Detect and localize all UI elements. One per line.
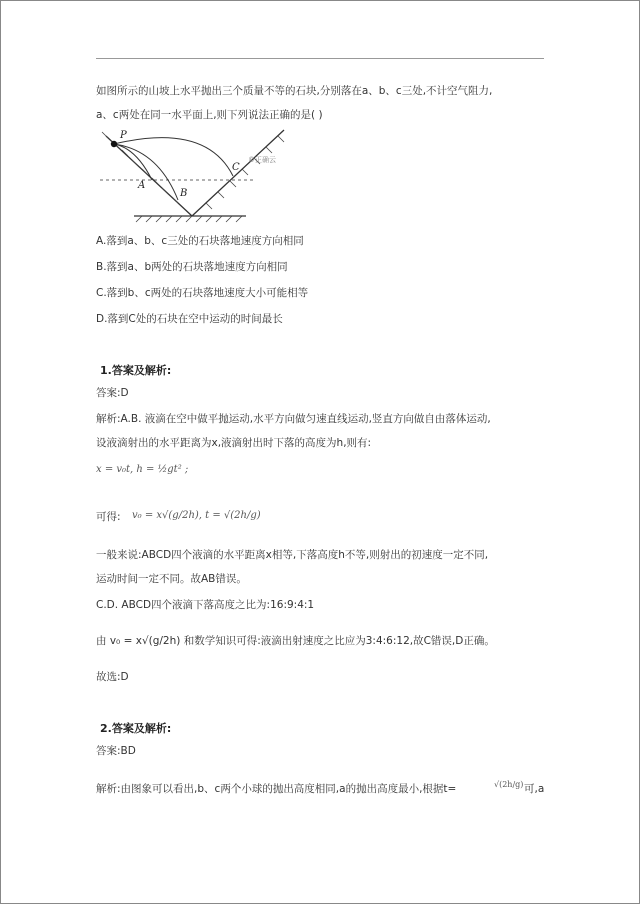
answer2-tail: 可,a [524, 783, 545, 795]
answer1-formula-1: x = v₀t, h = ½gt² ; [96, 464, 189, 475]
answer1-formula-2: v₀ = x√(g/2h), t = √(2h/g) [132, 510, 261, 521]
question-line-2: a、c两处在同一水平面上,则下列说法正确的是( ) [96, 109, 323, 121]
label-p: P [120, 130, 127, 141]
projectile-slope-figure [96, 128, 306, 228]
question-line-1: 如图所示的山坡上水平抛出三个质量不等的石块,分别落在a、b、c三处,不计空气阻力, [96, 85, 493, 97]
answer2-formula-fragment: √(2h/g) [494, 780, 524, 789]
answer2-analysis: 解析:由图象可以看出,b、c两个小球的抛出高度相同,a的抛出高度最小,根据t= [96, 783, 457, 795]
answer1-derive-label: 可得: [96, 511, 121, 523]
answer1-heading: 1.答案及解析: [100, 364, 172, 377]
option-c: C.落到b、c两处的石块落地速度大小可能相等 [96, 287, 309, 299]
answer1-conclusion-1: 一般来说:ABCD四个液滴的水平距离x相等,下落高度h不等,则射出的初速度一定不同, [96, 549, 489, 561]
answer1-cd-line: C.D. ABCD四个液滴下落高度之比为:16:9:4:1 [96, 599, 315, 611]
answer1-analysis-2: 设液滴射出的水平距离为x,液滴射出时下落的高度为h,则有: [96, 437, 372, 449]
watermark: ©正确云 [248, 156, 276, 164]
answer1-cd-formula: 由 v₀ = x√(g/2h) 和数学知识可得:液滴出射速度之比应为3:4:6:12,故C错误,D正确。 [96, 635, 495, 647]
label-b: B [180, 188, 188, 199]
answer1-analysis-1: 解析:A.B. 液滴在空中做平抛运动,水平方向做匀速直线运动,竖直方向做自由落体运动, [96, 413, 491, 425]
header-rule [96, 58, 544, 59]
answer2-heading: 2.答案及解析: [100, 722, 172, 735]
option-b: B.落到a、b两处的石块落地速度方向相同 [96, 261, 288, 273]
answer1-answer: 答案:D [96, 387, 129, 399]
answer1-final: 故选:D [96, 671, 129, 683]
label-a: A [138, 180, 146, 191]
label-c: C [232, 162, 240, 173]
option-d: D.落到C处的石块在空中运动的时间最长 [96, 313, 283, 325]
answer1-conclusion-2: 运动时间一定不同。故AB错误。 [96, 573, 247, 585]
option-a: A.落到a、b、c三处的石块落地速度方向相同 [96, 235, 304, 247]
answer2-answer: 答案:BD [96, 745, 136, 757]
